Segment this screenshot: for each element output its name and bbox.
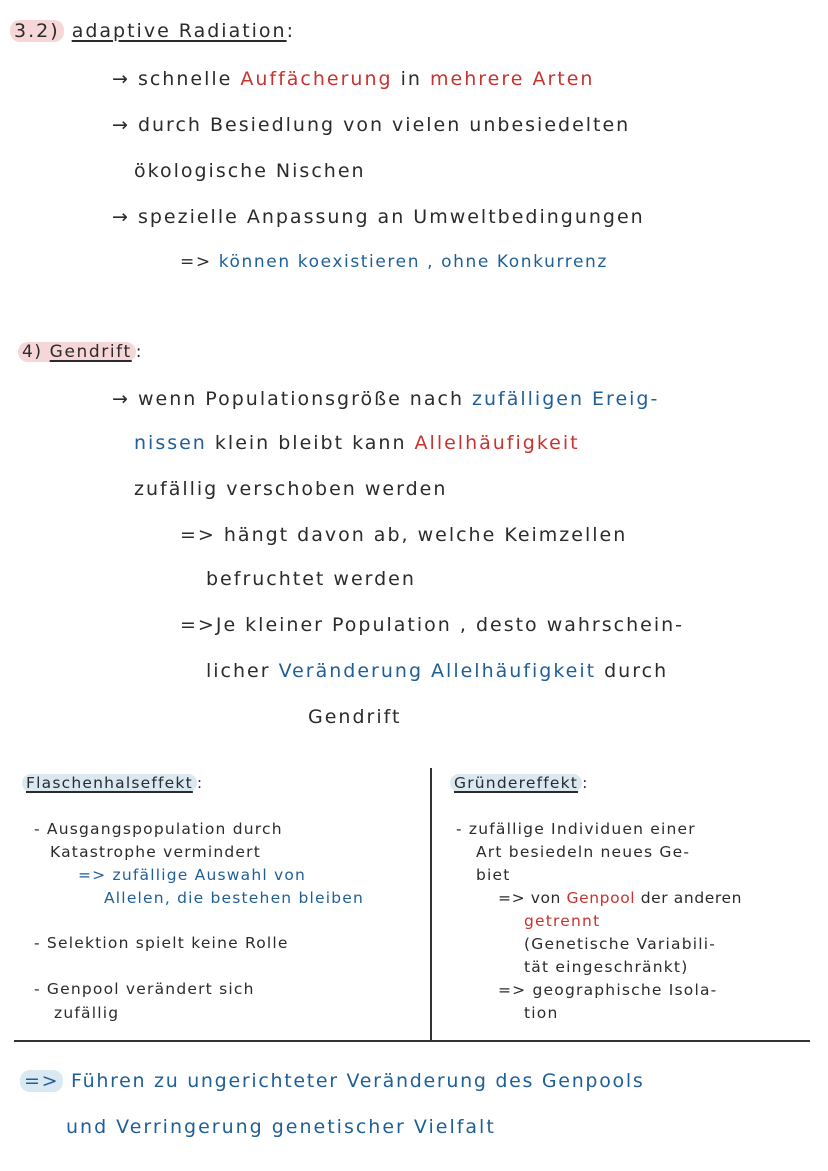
section-4-heading: 4) Gendrift :	[18, 342, 143, 362]
section-3-2-heading: 3.2) adaptive Radiation:	[10, 20, 295, 42]
flaschenhals-bullet-2: - Selektion spielt keine Rolle	[34, 934, 289, 952]
gendrift-line-5: befruchtet werden	[206, 568, 416, 590]
section-number: 4)	[22, 342, 43, 362]
conclusion-line-1: => Führen zu ungerichteter Veränderung des Genpools	[20, 1070, 644, 1092]
radiation-point-2: → durch Besiedlung von vielen unbesiedelten	[112, 114, 631, 136]
flaschenhals-sub-1: => zufällige Auswahl von	[78, 866, 307, 884]
radiation-conclusion: => können koexistieren , ohne Konkurrenz	[180, 252, 608, 272]
section-title: Gendrift	[49, 342, 132, 362]
gruender-bullet-1-cont2: biet	[476, 866, 511, 884]
gruender-sub-2: => geographische Isola-	[498, 981, 718, 999]
radiation-point-1: → schnelle Auffächerung in mehrere Arten	[112, 68, 595, 90]
section-number: 3.2)	[10, 20, 64, 42]
flaschenhals-sub-1-cont: Allelen, die bestehen bleiben	[104, 889, 365, 907]
gruender-sub-1-l3: (Genetische Variabili-	[524, 935, 717, 953]
gendrift-line-8: Gendrift	[308, 706, 402, 728]
gruender-sub-1: => von Genpool der anderen	[498, 889, 743, 907]
gruender-heading: Gründereffekt :	[450, 774, 589, 792]
gruender-bullet-1: - zufällige Individuen einer	[456, 820, 696, 838]
radiation-point-2-cont: ökologische Nischen	[134, 160, 366, 182]
radiation-point-3: → spezielle Anpassung an Umweltbedingungen	[112, 206, 645, 228]
flaschenhals-heading: Flaschenhalseffekt :	[22, 774, 203, 792]
flaschenhals-bullet-3: - Genpool verändert sich	[34, 980, 255, 998]
column-divider	[430, 768, 432, 1040]
horizontal-divider	[14, 1040, 810, 1042]
gendrift-line-7: licher Veränderung Allelhäufigkeit durch	[206, 660, 669, 682]
gruender-sub-2-cont: tion	[524, 1004, 559, 1022]
conclusion-line-2: und Verringerung genetischer Vielfalt	[66, 1116, 496, 1138]
flaschenhals-bullet-1-cont: Katastrophe vermindert	[50, 843, 262, 861]
gendrift-line-2: nissen klein bleibt kann Allelhäufigkeit	[134, 432, 580, 454]
gruender-sub-1-l4: tät eingeschränkt)	[524, 958, 689, 976]
gruender-bullet-1-cont: Art besiedeln neues Ge-	[476, 843, 691, 861]
flaschenhals-bullet-3-cont: zufällig	[54, 1004, 120, 1022]
section-title: adaptive Radiation	[71, 20, 287, 42]
gendrift-line-4: => hängt davon ab, welche Keimzellen	[180, 524, 628, 546]
gendrift-line-1: → wenn Populationsgröße nach zufälligen Ereig-	[112, 388, 660, 410]
flaschenhals-bullet-1: - Ausgangspopulation durch	[34, 820, 283, 838]
gendrift-line-3: zufällig verschoben werden	[134, 478, 448, 500]
gendrift-line-6: =>Je kleiner Population , desto wahrschein-	[180, 614, 684, 636]
gruender-sub-1-red: getrennt	[524, 912, 601, 930]
